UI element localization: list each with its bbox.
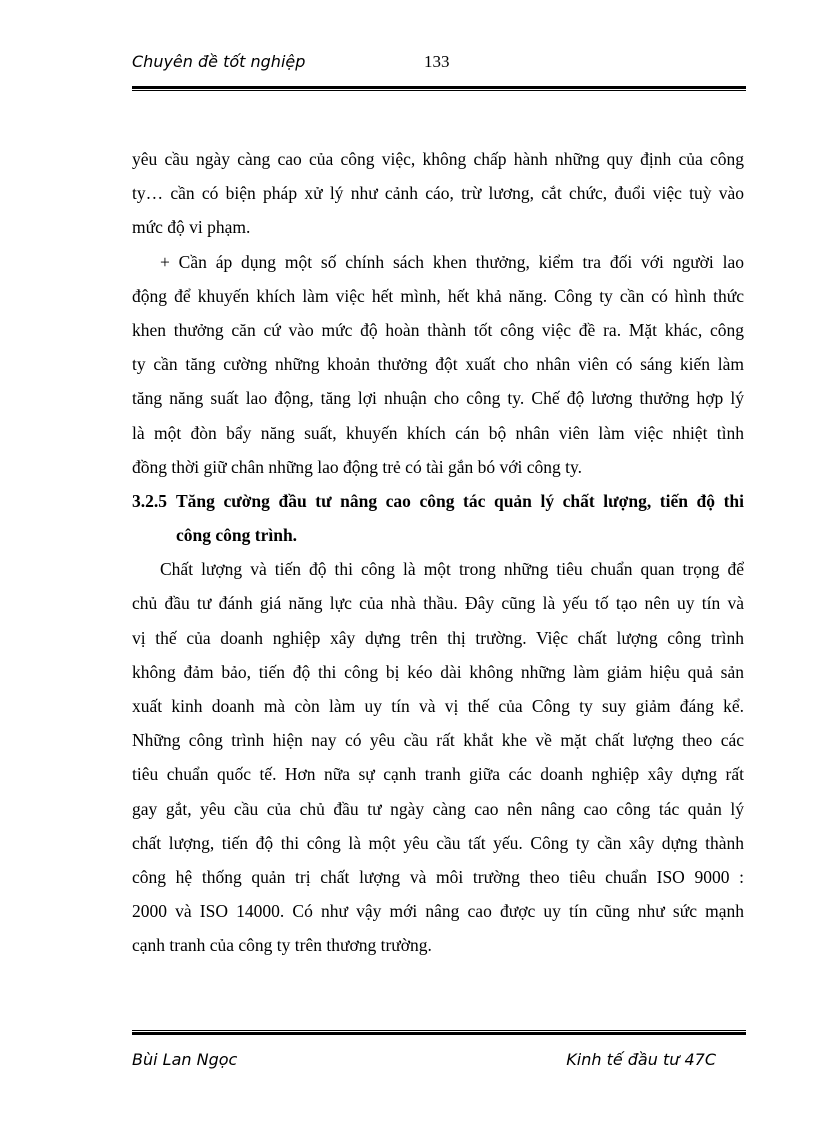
section-title-continued: công công trình. xyxy=(176,525,298,546)
footer-class: Kinh tế đầu tư 47C xyxy=(566,1050,716,1069)
paragraph-line: Những công trình hiện nay có yêu cầu rất khắt khe về mặt chất lượng theo các xyxy=(132,730,744,751)
paragraph-line: không đảm bảo, tiến độ thi công bị kéo dài không những làm giảm hiệu quả sản xyxy=(132,661,744,682)
page-footer xyxy=(132,1050,746,1074)
section-number: 3.2.5 xyxy=(132,490,167,511)
paragraph-line: chất lượng, tiến độ thi công là một yêu cầu tất yếu. Công ty cần xây dựng thành xyxy=(132,832,744,853)
paragraph-line: động để khuyến khích làm việc hết mình, hết khả năng. Công ty cần có hình thức xyxy=(132,285,744,306)
paragraph-line: xuất kinh doanh mà còn làm uy tín và vị thế của Công ty suy giảm đáng kể. xyxy=(132,696,744,716)
page-number: 133 xyxy=(424,52,450,71)
paragraph-line: tiêu chuẩn quốc tế. Hơn nữa sự cạnh tranh giữa các doanh nghiệp xây dựng rất xyxy=(132,764,744,785)
paragraph-line: Chất lượng và tiến độ thi công là một trong những tiêu chuẩn quan trọng để xyxy=(160,559,744,580)
section-heading xyxy=(132,484,744,518)
header-rule xyxy=(132,86,746,92)
paragraph-line: gay gắt, yêu cầu của chủ đầu tư ngày càng cao nên nâng cao công tác quản lý xyxy=(132,798,744,819)
section-title: Tăng cường đầu tư nâng cao công tác quản lý chất lượng, tiến độ thi xyxy=(176,490,744,511)
paragraph-line: yêu cầu ngày càng cao của công việc, không chấp hành những quy định của công xyxy=(132,149,744,169)
paragraph-line: cạnh tranh của công ty trên thương trường. xyxy=(132,935,432,956)
paragraph-line: 2000 và ISO 14000. Có như vậy mới nâng cao được uy tín cũng như sức mạnh xyxy=(132,901,744,922)
paragraph-line: khen thưởng căn cứ vào mức độ hoàn thành tốt công việc đề ra. Mặt khác, công xyxy=(132,319,744,340)
paragraph-line: chủ đầu tư đánh giá năng lực của nhà thầu. Đây cũng là yếu tố tạo nên uy tín và xyxy=(132,593,744,614)
page-header xyxy=(132,52,746,78)
paragraph-line: ty cần tăng cường những khoản thưởng đột xuất cho nhân viên có sáng kiến làm xyxy=(132,354,744,375)
paragraph-line: đồng thời giữ chân những lao động trẻ có tài gắn bó với công ty. xyxy=(132,456,582,477)
paragraph-line: là một đòn bẩy năng suất, khuyến khích cán bộ nhân viên làm việc nhiệt tình xyxy=(132,422,744,443)
paragraph-line: ty… cần có biện pháp xử lý như cảnh cáo, trừ lương, cắt chức, đuổi việc tuỳ vào xyxy=(132,183,744,204)
paragraph-line: mức độ vi phạm. xyxy=(132,217,251,238)
footer-rule xyxy=(132,1030,746,1036)
paragraph-line: tăng năng suất lao động, tăng lợi nhuận cho công ty. Chế độ lương thưởng hợp lý xyxy=(132,388,744,409)
paragraph-line: + Cần áp dụng một số chính sách khen thưởng, kiểm tra đối với người lao xyxy=(160,251,744,272)
page-body xyxy=(132,142,744,963)
footer-author: Bùi Lan Ngọc xyxy=(132,1050,238,1069)
header-title: Chuyên đề tốt nghiệp xyxy=(132,52,306,71)
paragraph-line: công hệ thống quản trị chất lượng và môi trường theo tiêu chuẩn ISO 9000 : xyxy=(132,866,744,887)
paragraph-line: vị thế của doanh nghiệp xây dựng trên thị trường. Việc chất lượng công trình xyxy=(132,627,744,648)
